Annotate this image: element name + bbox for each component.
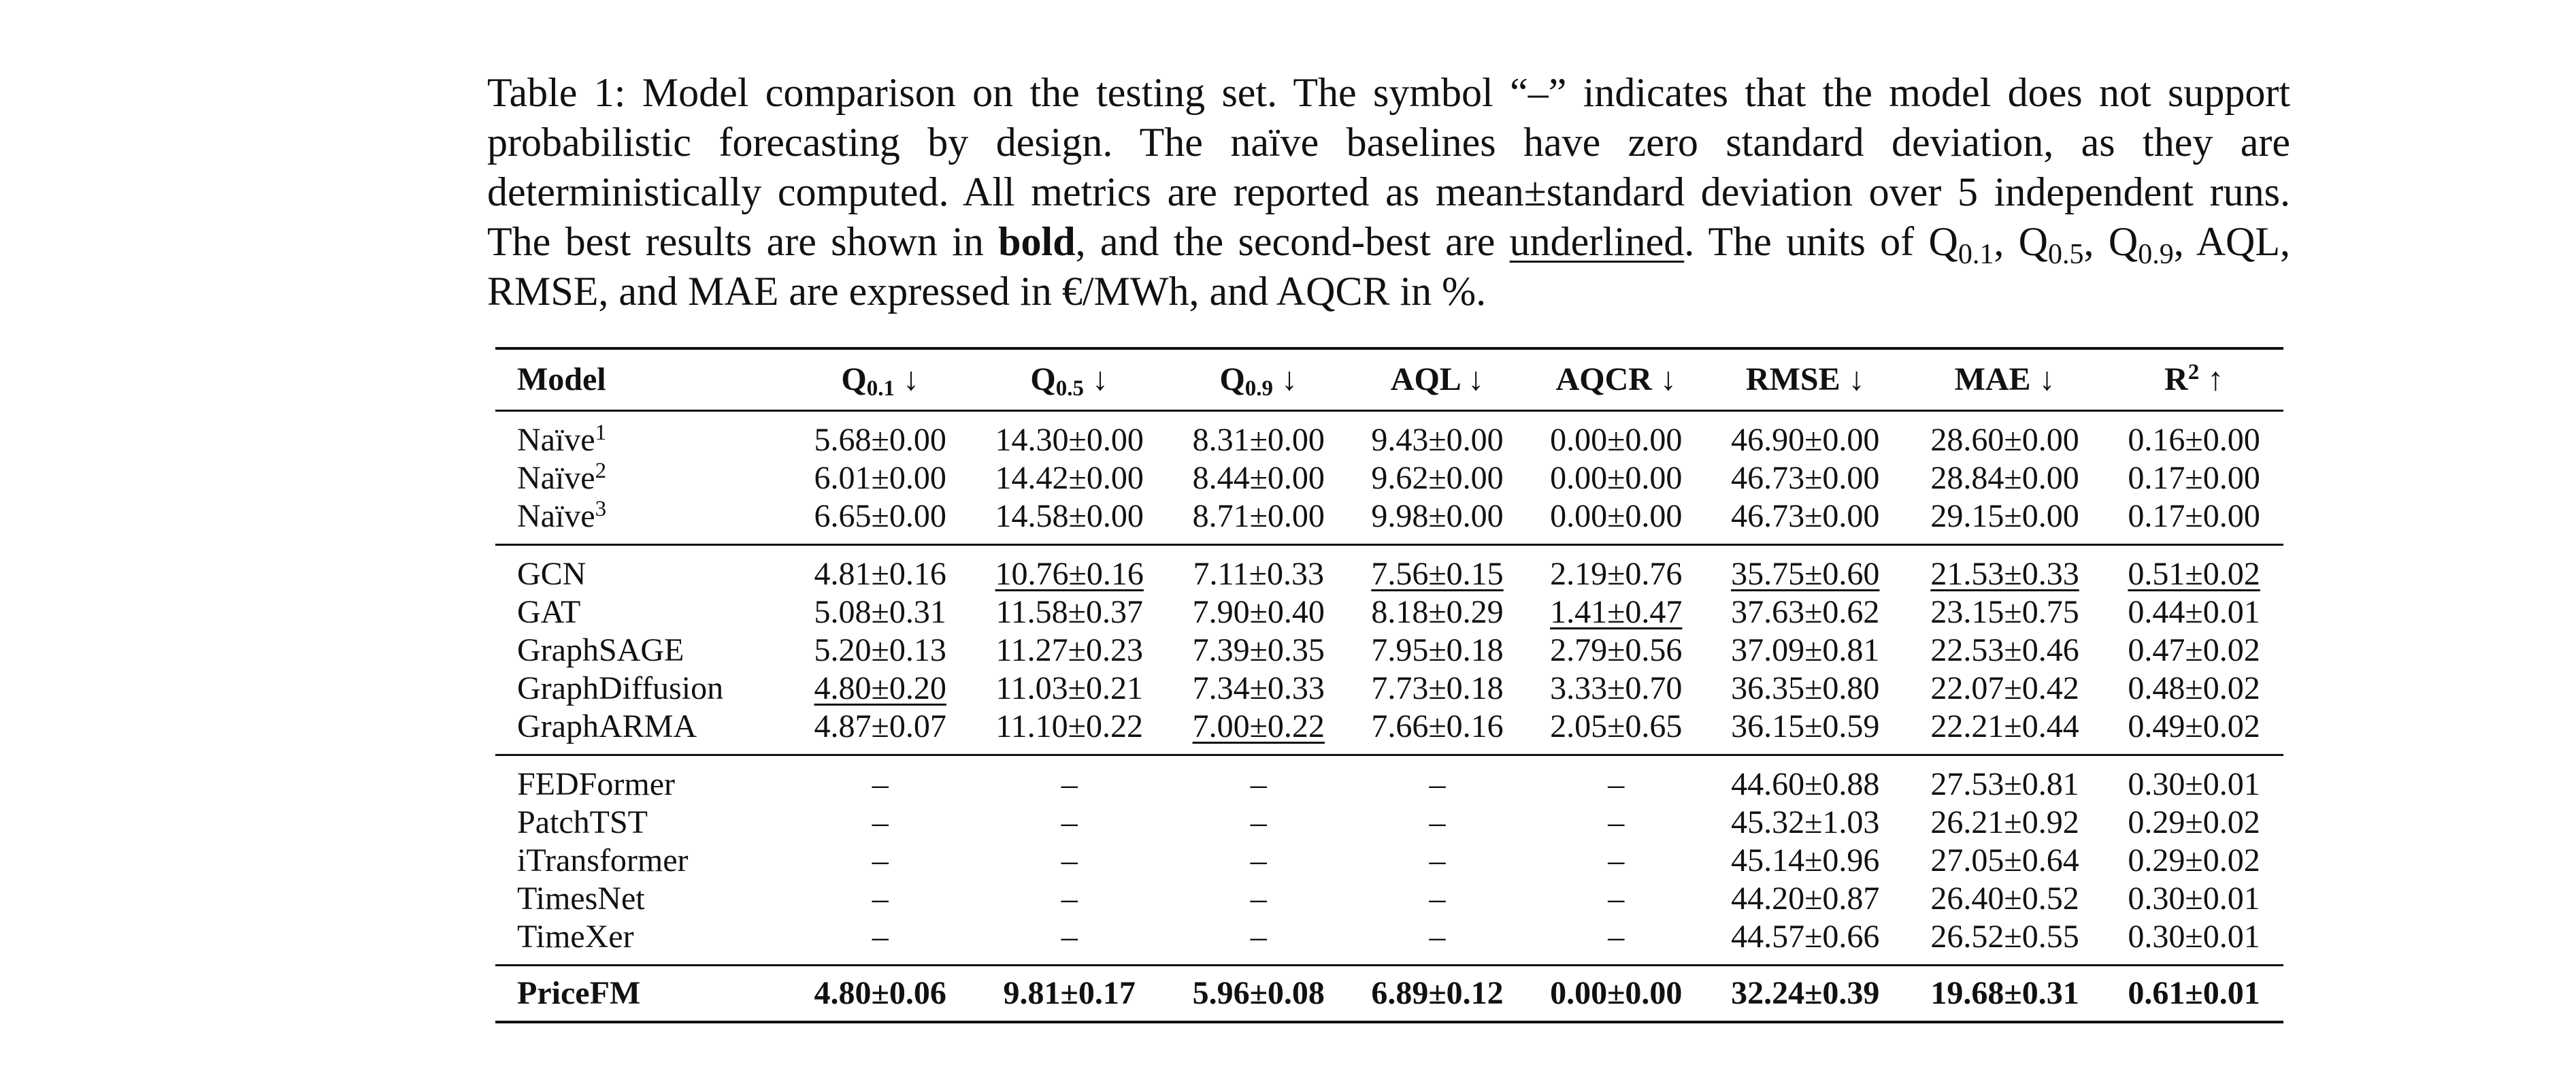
table-row	[495, 708, 2283, 755]
cell-rmse: 37.63±0.62	[1731, 594, 1880, 630]
model-name: GAT	[517, 594, 581, 630]
cell-mae: 23.15±0.75	[1930, 594, 2079, 630]
caption-q01: $Q_{0.1}$	[1928, 219, 1994, 270]
cell-r2: 0.61±0.01	[2104, 966, 2283, 1023]
cell-rmse: 45.14±0.96	[1731, 842, 1880, 878]
cell-mae: 22.07±0.42	[1930, 670, 2079, 706]
cell-q05: 11.58±0.37	[995, 594, 1143, 630]
model-name: GraphSAGE	[517, 632, 684, 668]
cell-aql: –	[1429, 842, 1446, 878]
cell-q01: 6.65±0.00	[791, 497, 970, 545]
cell-r2: 0.17±0.00	[2128, 460, 2260, 496]
table-row	[495, 497, 2283, 545]
cell-aqcr: 3.33±0.70	[1550, 670, 1683, 706]
cell-aql: 8.18±0.29	[1371, 594, 1504, 630]
cell-q01: –	[791, 918, 970, 966]
cell-q09: 7.90±0.40	[1192, 594, 1325, 630]
cell-q05: –	[970, 918, 1169, 966]
cell-mae: 22.21±0.44	[1905, 708, 2104, 755]
table-row	[495, 545, 2283, 594]
model-name: FEDFormer	[517, 766, 675, 802]
model-name: Naïve$^1$	[517, 421, 607, 458]
cell-aqcr: 1.41±0.47	[1550, 594, 1683, 630]
cell-q09: 7.11±0.33	[1193, 556, 1325, 592]
cell-q01: 4.81±0.16	[814, 556, 946, 592]
cell-aqcr: 0.00±0.00	[1527, 497, 1706, 545]
cell-q05: 14.58±0.00	[970, 497, 1169, 545]
cell-r2: 0.51±0.02	[2128, 556, 2260, 592]
cell-q05: 10.76±0.16	[995, 556, 1144, 592]
cell-r2: 0.30±0.01	[2128, 881, 2260, 917]
cell-r2: 0.44±0.01	[2128, 594, 2260, 630]
caption-q09: $Q_{0.9}$	[2108, 219, 2174, 270]
header-row	[495, 348, 2283, 411]
cell-rmse: 36.35±0.80	[1731, 670, 1880, 706]
model-name: TimeXer	[495, 918, 791, 966]
cell-aqcr: 2.05±0.65	[1527, 708, 1706, 755]
cell-mae: 27.53±0.81	[1930, 766, 2079, 802]
cell-aql: 7.95±0.18	[1371, 632, 1504, 668]
cell-q09: 7.00±0.22	[1169, 708, 1348, 755]
cell-mae: 19.68±0.31	[1905, 966, 2104, 1023]
header-model: Model	[495, 348, 791, 411]
cell-aqcr: –	[1608, 804, 1625, 840]
cell-q05: –	[1061, 804, 1078, 840]
cell-r2: 0.48±0.02	[2128, 670, 2260, 706]
cell-aql: 7.66±0.16	[1348, 708, 1527, 755]
cell-aql: 9.62±0.00	[1371, 460, 1504, 496]
cell-rmse: 44.20±0.87	[1731, 881, 1880, 917]
cell-r2: 0.17±0.00	[2104, 497, 2283, 545]
cell-mae: 26.52±0.55	[1905, 918, 2104, 966]
cell-r2: 0.16±0.00	[2128, 422, 2260, 458]
cell-q05: 11.10±0.22	[970, 708, 1169, 755]
cell-q01: 5.20±0.13	[814, 632, 946, 668]
cell-q01: 4.80±0.20	[814, 670, 946, 706]
cell-rmse: 46.73±0.00	[1731, 460, 1880, 496]
cell-mae: 28.84±0.00	[1930, 460, 2079, 496]
cell-q01: –	[872, 804, 889, 840]
cell-q05: 11.27±0.23	[995, 632, 1143, 668]
cell-q09: –	[1250, 842, 1267, 878]
cell-r2: 0.47±0.02	[2128, 632, 2260, 668]
table-row	[495, 593, 2283, 631]
cell-aql: –	[1429, 766, 1446, 802]
cell-q05: 14.30±0.00	[995, 422, 1144, 458]
cell-q01: –	[872, 881, 889, 917]
model-name: Naïve$^2$	[517, 459, 607, 496]
model-name: Naïve$^3$	[495, 497, 791, 545]
model-name: PatchTST	[517, 804, 648, 840]
table-row-best	[495, 966, 2283, 1023]
model-name: GCN	[517, 556, 587, 592]
cell-rmse: 37.09±0.81	[1731, 632, 1880, 668]
cell-mae: 22.53±0.46	[1930, 632, 2079, 668]
table-row	[495, 804, 2283, 842]
cell-q09: 7.39±0.35	[1192, 632, 1325, 668]
table-row	[495, 755, 2283, 804]
cell-r2: 0.29±0.02	[2128, 842, 2260, 878]
cell-aqcr: 2.79±0.56	[1550, 632, 1683, 668]
cell-q05: –	[1061, 842, 1078, 878]
table-row	[495, 918, 2283, 966]
cell-rmse: 36.15±0.59	[1706, 708, 1905, 755]
model-name: GraphDiffusion	[517, 670, 724, 706]
cell-q01: 5.68±0.00	[814, 422, 946, 458]
cell-q09: –	[1250, 804, 1267, 840]
cell-mae: 27.05±0.64	[1930, 842, 2079, 878]
table-row	[495, 631, 2283, 670]
cell-q01: –	[872, 766, 889, 802]
header-aqcr: AQCR ↓	[1527, 348, 1706, 411]
model-name: iTransformer	[517, 842, 689, 878]
cell-mae: 26.40±0.52	[1930, 881, 2079, 917]
cell-r2: 0.29±0.02	[2128, 804, 2260, 840]
cell-r2: 0.30±0.01	[2128, 766, 2260, 802]
table-caption: Table 1: Model comparison on the testing set. The symbol “–” indicates that the model does not support probabilistic forecasting by design. The naïve baselines have zero standard deviation, as they are deterministically computed. All metrics are reported as mean±standard deviation over 5 independent runs. The best results are shown in bold, and the second-best are underlined. The units of $Q_{0.1}$, $Q_{0.5}$, $Q_{0.9}$, AQL, RMSE, and MAE are expressed in €/MWh, and AQCR in %.	[487, 70, 2291, 314]
cell-aql: 7.56±0.15	[1371, 556, 1504, 592]
cell-rmse: 46.90±0.00	[1731, 422, 1880, 458]
cell-mae: 21.53±0.33	[1930, 556, 2079, 592]
cell-q05: 9.81±0.17	[970, 966, 1169, 1023]
table-row	[495, 880, 2283, 918]
cell-q05: 14.42±0.00	[995, 460, 1144, 496]
cell-aql: 9.98±0.00	[1348, 497, 1527, 545]
cell-aql: 7.73±0.18	[1371, 670, 1504, 706]
header-q09: $Q_{0.9}$ ↓	[1169, 348, 1348, 411]
caption-q05: $Q_{0.5}$	[2018, 219, 2084, 270]
cell-q01: 6.01±0.00	[814, 460, 946, 496]
cell-rmse: 46.73±0.00	[1706, 497, 1905, 545]
cell-rmse: 45.32±1.03	[1731, 804, 1880, 840]
header-mae: MAE ↓	[1905, 348, 2104, 411]
cell-aqcr: –	[1608, 881, 1625, 917]
cell-q05: –	[1061, 766, 1078, 802]
header-q01: $Q_{0.1}$ ↓	[791, 348, 970, 411]
cell-aql: –	[1429, 881, 1446, 917]
table-row	[495, 411, 2283, 460]
cell-q09: 8.31±0.00	[1192, 422, 1325, 458]
model-name: TimesNet	[517, 881, 645, 917]
cell-rmse: 35.75±0.60	[1731, 556, 1880, 592]
cell-rmse: 32.24±0.39	[1706, 966, 1905, 1023]
table-row	[495, 459, 2283, 497]
caption-text: . The units of	[1684, 219, 1929, 264]
cell-aqcr: 0.00±0.00	[1527, 966, 1706, 1023]
cell-q09: –	[1169, 918, 1348, 966]
cell-rmse: 44.57±0.66	[1706, 918, 1905, 966]
header-rmse: RMSE ↓	[1706, 348, 1905, 411]
cell-q09: –	[1250, 881, 1267, 917]
cell-q01: 4.80±0.06	[791, 966, 970, 1023]
cell-aqcr: 0.00±0.00	[1550, 460, 1683, 496]
cell-q09: 7.34±0.33	[1192, 670, 1325, 706]
cell-q05: 11.03±0.21	[995, 670, 1143, 706]
table-row	[495, 842, 2283, 880]
caption-text: Table 1: Model comparison on the testing set. The symbol “–” indicates that the model does not support probabilistic forecasting by design. The naïve baselines have zero standard deviation, as they are deterministically computed. All metrics are reported as mean±standard deviation over 5 independent runs. The best results are shown in	[487, 70, 2290, 264]
cell-aql: 9.43±0.00	[1371, 422, 1504, 458]
cell-r2: 0.49±0.02	[2104, 708, 2283, 755]
cell-aqcr: 0.00±0.00	[1550, 422, 1683, 458]
cell-q09: 5.96±0.08	[1169, 966, 1348, 1023]
cell-q09: 8.44±0.00	[1192, 460, 1325, 496]
cell-aql: 6.89±0.12	[1348, 966, 1527, 1023]
cell-mae: 29.15±0.00	[1905, 497, 2104, 545]
cell-q09: 8.71±0.00	[1169, 497, 1348, 545]
header-aql: AQL ↓	[1348, 348, 1527, 411]
cell-r2: 0.30±0.01	[2104, 918, 2283, 966]
caption-bold-word: bold	[998, 219, 1076, 264]
header-q05: $Q_{0.5}$ ↓	[970, 348, 1169, 411]
cell-aql: –	[1429, 804, 1446, 840]
model-name: GraphARMA	[495, 708, 791, 755]
cell-mae: 28.60±0.00	[1930, 422, 2079, 458]
cell-aql: –	[1348, 918, 1527, 966]
table-row	[495, 670, 2283, 708]
cell-q01: 4.87±0.07	[791, 708, 970, 755]
cell-q01: –	[872, 842, 889, 878]
cell-q09: –	[1250, 766, 1267, 802]
cell-q01: 5.08±0.31	[814, 594, 946, 630]
cell-rmse: 44.60±0.88	[1731, 766, 1880, 802]
header-r2: $R^2$ ↑	[2104, 348, 2283, 411]
cell-mae: 26.21±0.92	[1930, 804, 2079, 840]
cell-aqcr: –	[1608, 766, 1625, 802]
cell-aqcr: –	[1527, 918, 1706, 966]
results-table	[495, 347, 2283, 1023]
cell-aqcr: –	[1608, 842, 1625, 878]
cell-q05: –	[1061, 881, 1078, 917]
caption-text: , and the second-best are	[1075, 219, 1510, 264]
cell-aqcr: 2.19±0.76	[1550, 556, 1683, 592]
caption-text: , AQL, RMSE, and MAE are expressed in €/MWh, and AQCR in %.	[487, 219, 2291, 314]
model-name: PriceFM	[495, 966, 791, 1023]
caption-underlined-word: underlined	[1509, 219, 1685, 264]
